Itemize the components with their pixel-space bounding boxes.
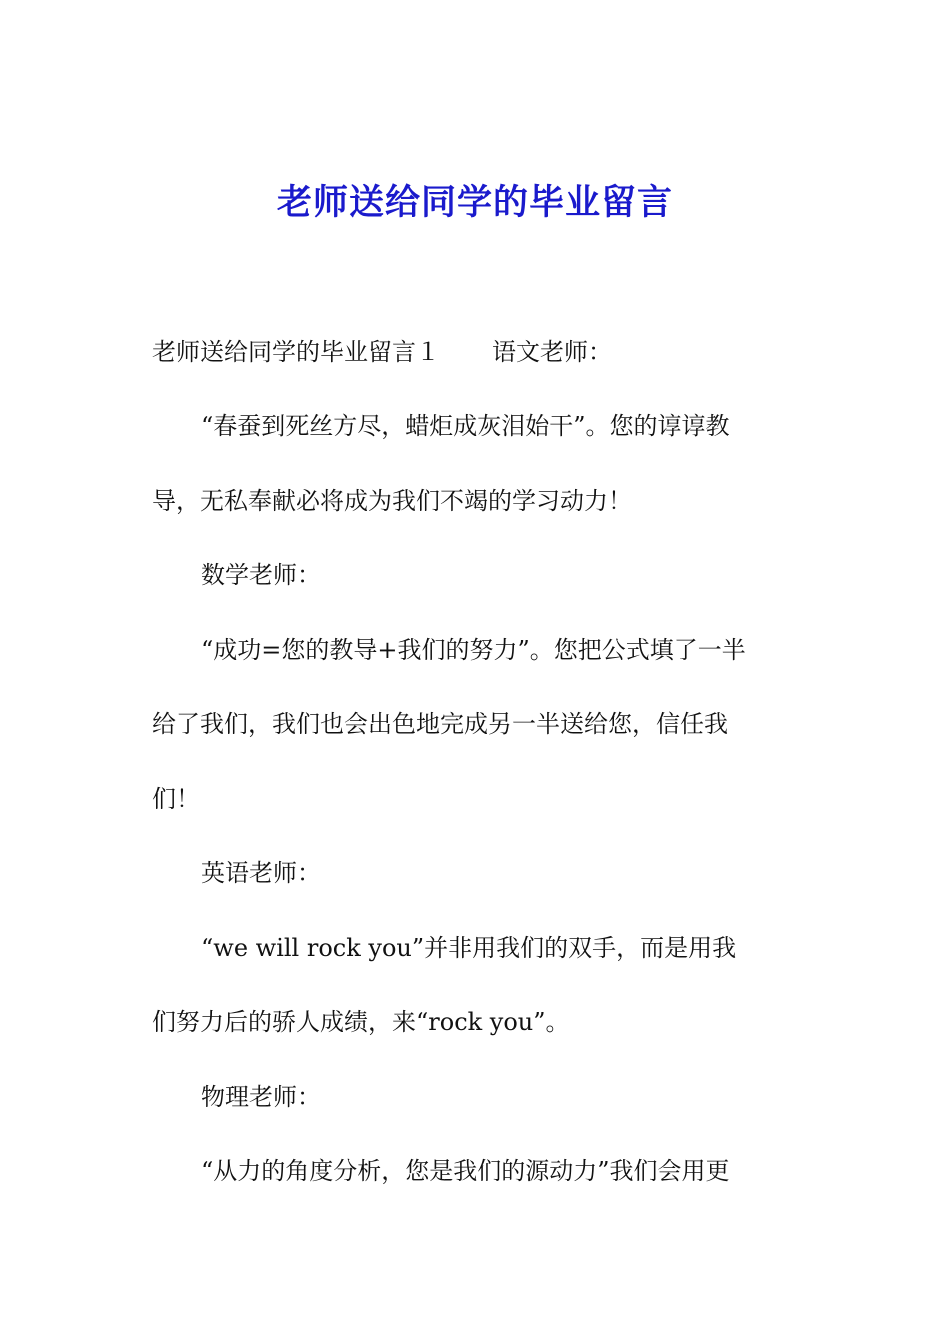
paragraph-line: “we will rock you”并非用我们的双手，而是用我 bbox=[201, 934, 737, 962]
paragraph-line: 导，无私奉献必将成为我们不竭的学习动力！ bbox=[152, 487, 632, 515]
section-heading-line bbox=[152, 332, 812, 372]
paragraph-line: 们努力后的骄人成绩，来“rock you”。 bbox=[152, 1008, 570, 1036]
paragraph-line: 们！ bbox=[152, 785, 200, 813]
teacher-label-english: 英语老师： bbox=[201, 859, 321, 887]
teacher-label-physics: 物理老师： bbox=[201, 1083, 321, 1111]
paragraph-line: “从力的角度分析，您是我们的源动力”我们会用更 bbox=[201, 1157, 730, 1185]
document-title: 老师送给同学的毕业留言 bbox=[276, 182, 673, 223]
teacher-label-math: 数学老师： bbox=[201, 561, 321, 589]
paragraph-line: “春蚕到死丝方尽，蜡炬成灰泪始干”。您的谆谆教 bbox=[201, 412, 730, 440]
section-heading: 老师送给同学的毕业留言１ bbox=[152, 338, 440, 366]
paragraph-line: “成功=您的教导+我们的努力”。您把公式填了一半 bbox=[201, 636, 746, 664]
paragraph-line: 给了我们，我们也会出色地完成另一半送给您，信任我 bbox=[152, 710, 728, 738]
teacher-label-chinese: 语文老师： bbox=[492, 338, 612, 366]
